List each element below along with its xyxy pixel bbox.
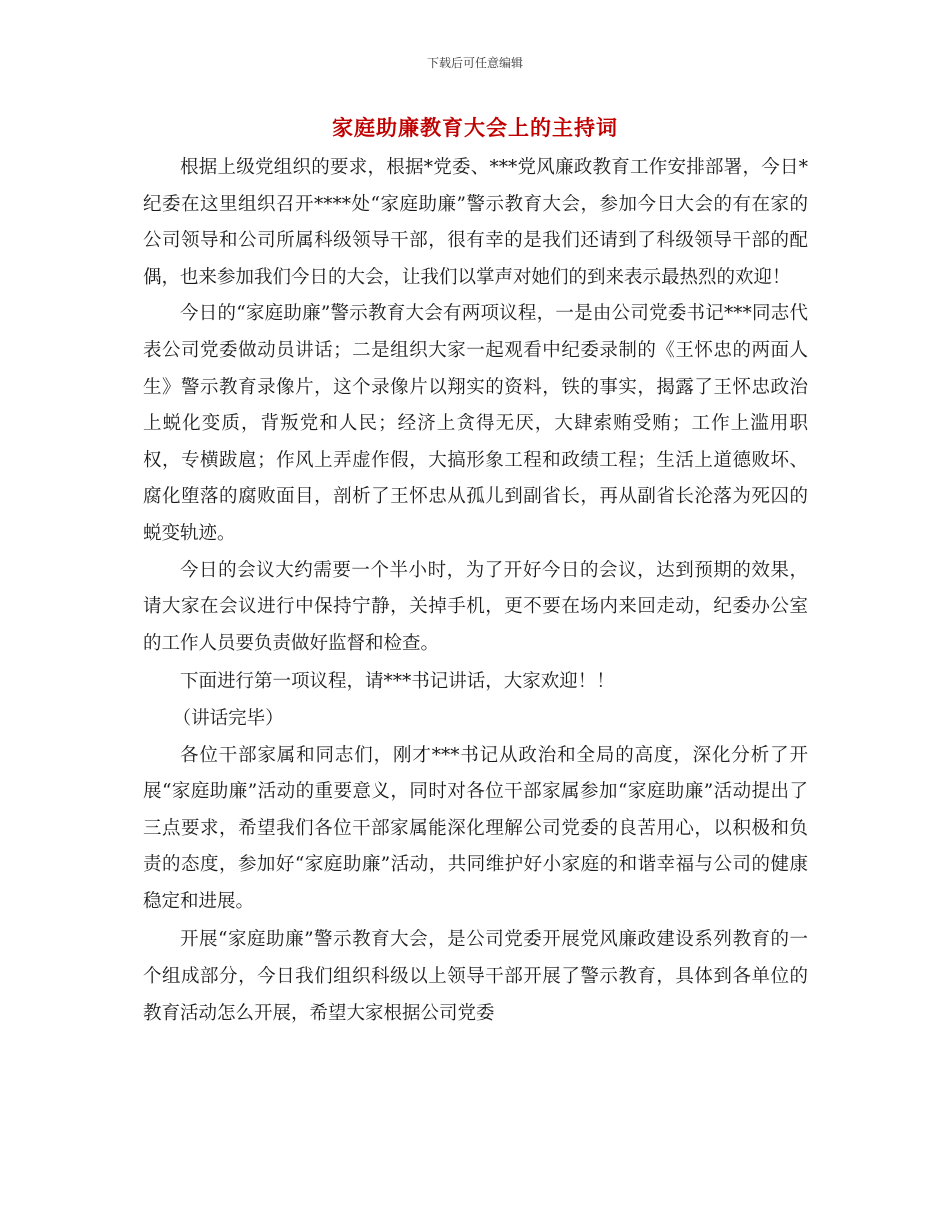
- header-note: 下载后可任意编辑: [426, 56, 523, 70]
- paragraph-meeting-rules: 今日的会议大约需要一个半小时，为了开好今日的会议，达到预期的效果，请大家在会议进行中保持宁静，关掉手机，更不要在场内来回走动，纪委办公室的工作人员要负责做好监督和检查。: [143, 559, 808, 654]
- paragraph-intro: 根据上级党组织的要求，根据*党委、***党风廉政教育工作安排部署，今日*纪委在这里组织召开****处“家庭助廉”警示教育大会，参加今日大会的有在家的公司领导和公司所属科级领导干部，很有幸的是我们还请到了科级领导干部的配偶，也来参加我们今日的大会，让我们以掌声对她们的到来表示最热烈的欢迎！: [143, 157, 808, 288]
- paragraph-agenda: 今日的“家庭助廉”警示教育大会有两项议程，一是由公司党委书记***同志代表公司党委做动员讲话；二是组织大家一起观看中纪委录制的《王怀忠的两面人生》警示教育录像片，这个录像片以翔实的资料，铁的事实，揭露了王怀忠政治上蜕化变质，背叛党和人民；经济上贪得无厌，大肆索贿受贿；工作上滥用职权，专横跋扈；作风上弄虚作假，大搞形象工程和政绩工程；生活上道德败坏、腐化堕落的腐败面目，剖析了王怀忠从孤儿到副省长，再从副省长沦落为死囚的蜕变轨迹。: [143, 303, 808, 544]
- document-title: 家庭助廉教育大会上的主持词: [332, 115, 618, 140]
- paragraph-closing: 开展“家庭助廉”警示教育大会，是公司党委开展党风廉政建设系列教育的一个组成部分，今日我们组织科级以上领导干部开展了警示教育，具体到各单位的教育活动怎么开展，希望大家根据公司党委: [143, 929, 808, 1024]
- document-body: [143, 150, 808, 1032]
- paragraph-summary: 各位干部家属和同志们，刚才***书记从政治和全局的高度，深化分析了开展“家庭助廉”活动的重要意义，同时对各位干部家属参加“家庭助廉”活动提出了三点要求，希望我们各位干部家属能深化理解公司党委的良苦用心，以积极和负责的态度，参加好“家庭助廉”活动，共同维护好小家庭的和谐幸福与公司的健康稳定和进展。: [143, 744, 808, 912]
- paragraph-speech-end: （讲话完毕）: [172, 707, 284, 729]
- paragraph-first-item: 下面进行第一项议程，请***书记讲话，大家欢迎！！: [180, 671, 615, 693]
